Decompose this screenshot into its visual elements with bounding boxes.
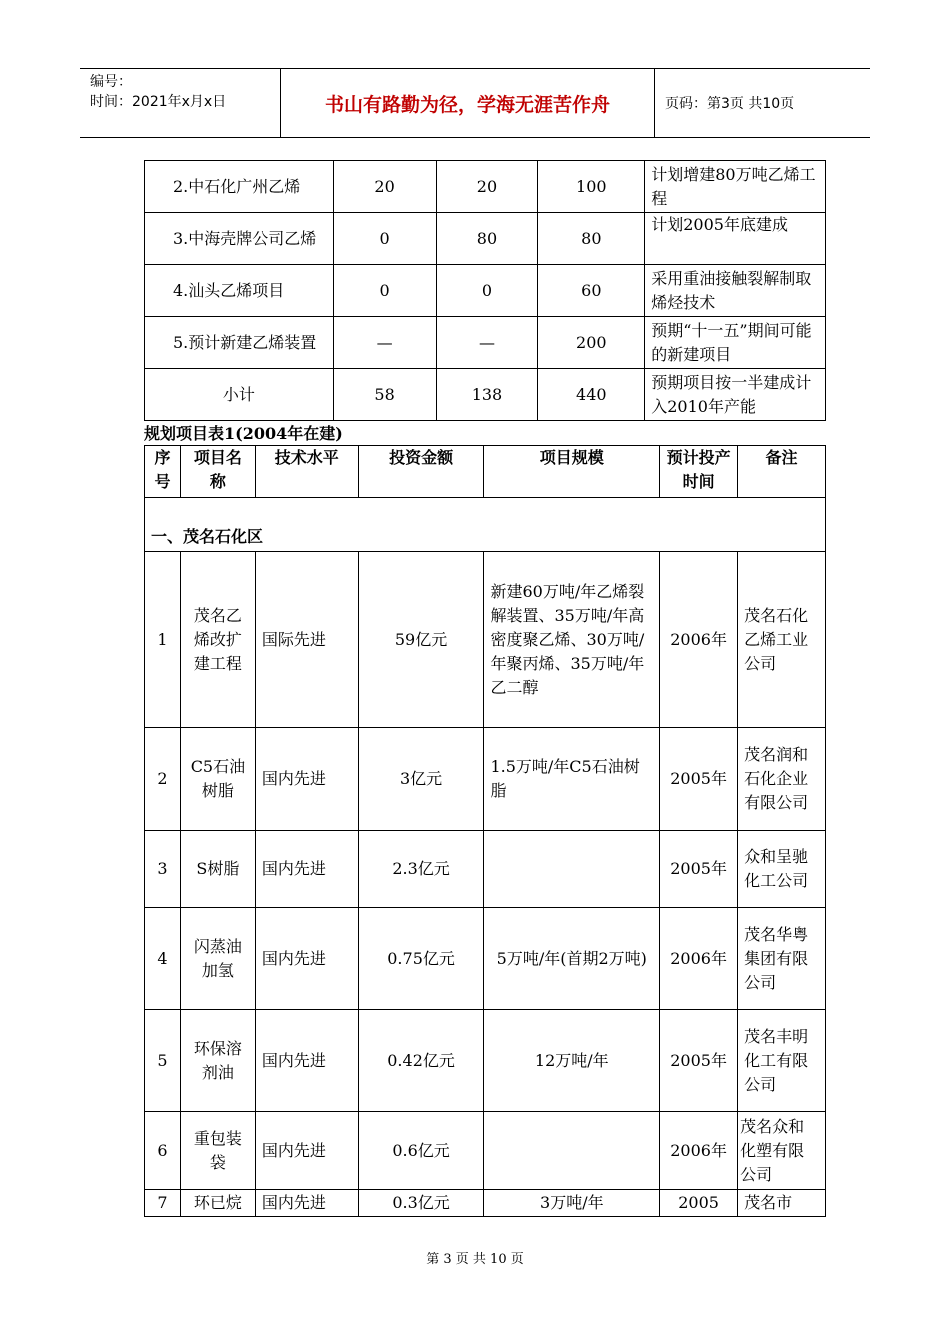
table-cell: 国内先进: [255, 1112, 358, 1190]
table-row: [145, 831, 826, 908]
table-cell: 茂名乙烯改扩建工程: [180, 552, 255, 728]
table-cell: 环保溶剂油: [180, 1010, 255, 1112]
table-cell: 采用重油接触裂解制取烯烃技术: [645, 265, 826, 317]
table-row: [145, 1190, 826, 1217]
table-row: [145, 552, 826, 728]
table-cell: 闪蒸油加氢: [180, 908, 255, 1010]
number-label: 编号：: [90, 74, 132, 90]
table-cell: 国内先进: [255, 908, 358, 1010]
table-caption: 规划项目表1(2004年在建): [144, 424, 343, 443]
table-cell: 茂名润和石化企业有限公司: [738, 728, 826, 831]
header-cell: 技术水平: [255, 446, 358, 498]
table-cell: 4: [145, 908, 181, 1010]
table-cell: 138: [436, 369, 538, 421]
table-cell: 2006年: [660, 1112, 738, 1190]
table-cell: 计划增建80万吨乙烯工程: [645, 161, 826, 213]
table-cell: 440: [538, 369, 645, 421]
table-cell: 茂名市: [738, 1190, 826, 1217]
table-cell: —: [436, 317, 538, 369]
table-cell: 60: [538, 265, 645, 317]
table-cell: 预期“十一五”期间可能的新建项目: [645, 317, 826, 369]
table-cell: 3: [145, 831, 181, 908]
table-row: [145, 161, 826, 213]
table-cell: 茂名华粤集团有限公司: [738, 908, 826, 1010]
header-left: [80, 69, 281, 137]
table-row: [145, 728, 826, 831]
table-cell: 58: [333, 369, 436, 421]
table-cell: 3.中海壳牌公司乙烯: [145, 213, 334, 265]
table-cell: 0.6亿元: [358, 1112, 484, 1190]
project-table: [144, 445, 826, 1217]
header-cell: 投资金额: [358, 446, 484, 498]
table-row: [145, 265, 826, 317]
table-cell: 100: [538, 161, 645, 213]
table-cell: C5石油树脂: [180, 728, 255, 831]
table-cell: 200: [538, 317, 645, 369]
table-cell: 2005: [660, 1190, 738, 1217]
header-cell: 项目规模: [484, 446, 660, 498]
table-cell: 3亿元: [358, 728, 484, 831]
table-cell: 重包装袋: [180, 1112, 255, 1190]
header-cell: 备注: [738, 446, 826, 498]
table-cell: 小计: [145, 369, 334, 421]
table-cell: 4.汕头乙烯项目: [145, 265, 334, 317]
table-cell: [484, 1112, 660, 1190]
table-cell: 2006年: [660, 552, 738, 728]
table-cell: 2005年: [660, 1010, 738, 1112]
table-cell: 2005年: [660, 831, 738, 908]
table-cell: 国内先进: [255, 1190, 358, 1217]
table-cell: [484, 831, 660, 908]
table-cell: 0: [333, 265, 436, 317]
table-cell: 80: [436, 213, 538, 265]
table-cell: —: [333, 317, 436, 369]
header-motto: 书山有路勤为径，学海无涯苦作舟: [281, 69, 655, 137]
table-cell: 5.预计新建乙烯装置: [145, 317, 334, 369]
table-cell: 0: [436, 265, 538, 317]
table-row: [145, 1112, 826, 1190]
section-row: [145, 498, 826, 552]
table-cell: 2005年: [660, 728, 738, 831]
table-cell: 7: [145, 1190, 181, 1217]
table-cell: 59亿元: [358, 552, 484, 728]
table-row: [145, 317, 826, 369]
table-row: [145, 213, 826, 265]
table-cell: 3万吨/年: [484, 1190, 660, 1217]
table-cell: 国内先进: [255, 831, 358, 908]
table-cell: 国际先进: [255, 552, 358, 728]
table-row: [145, 1010, 826, 1112]
table-cell: 1: [145, 552, 181, 728]
table-cell: 20: [436, 161, 538, 213]
time-label: 时间：2021年x月x日: [90, 94, 227, 110]
table-cell: 0.3亿元: [358, 1190, 484, 1217]
table-cell: S树脂: [180, 831, 255, 908]
table-cell: 5: [145, 1010, 181, 1112]
table-cell: 2.3亿元: [358, 831, 484, 908]
table-cell: 2.中石化广州乙烯: [145, 161, 334, 213]
table-cell: 国内先进: [255, 1010, 358, 1112]
table-cell: 20: [333, 161, 436, 213]
header-cell: 序号: [145, 446, 181, 498]
table-cell: 国内先进: [255, 728, 358, 831]
table-cell: 80: [538, 213, 645, 265]
table-cell: 5万吨/年(首期2万吨): [484, 908, 660, 1010]
table-cell: 预期项目按一半建成计入2010年产能: [645, 369, 826, 421]
table-cell: 新建60万吨/年乙烯裂解装置、35万吨/年高密度聚乙烯、30万吨/年聚丙烯、35万吨/年乙二醇: [484, 552, 660, 728]
header-page-label: 页码：第3页 共10页: [665, 96, 795, 112]
table-cell: 12万吨/年: [484, 1010, 660, 1112]
table-cell: 环已烷: [180, 1190, 255, 1217]
table-cell: 2006年: [660, 908, 738, 1010]
table-cell: 茂名丰明化工有限公司: [738, 1010, 826, 1112]
table-cell: 2: [145, 728, 181, 831]
table-cell: 茂名石化乙烯工业公司: [738, 552, 826, 728]
header-cell: 预计投产时间: [660, 446, 738, 498]
table-cell: 0: [333, 213, 436, 265]
table-cell: 计划2005年底建成: [645, 213, 826, 265]
section-title: 一、茂名石化区: [145, 498, 826, 552]
table-cell: 0.75亿元: [358, 908, 484, 1010]
page-footer: 第 3 页 共 10 页: [426, 1252, 524, 1267]
table-row: [145, 369, 826, 421]
table-cell: 0.42亿元: [358, 1010, 484, 1112]
table-header-row: [145, 446, 826, 498]
capacity-table: [144, 160, 826, 421]
table-cell: 1.5万吨/年C5石油树脂: [484, 728, 660, 831]
header-cell: 项目名称: [180, 446, 255, 498]
table-row: [145, 908, 826, 1010]
table-cell: 茂名众和化塑有限公司: [738, 1112, 826, 1190]
table-cell: 众和呈驰化工公司: [738, 831, 826, 908]
page-header: [80, 68, 870, 138]
table-cell: 6: [145, 1112, 181, 1190]
